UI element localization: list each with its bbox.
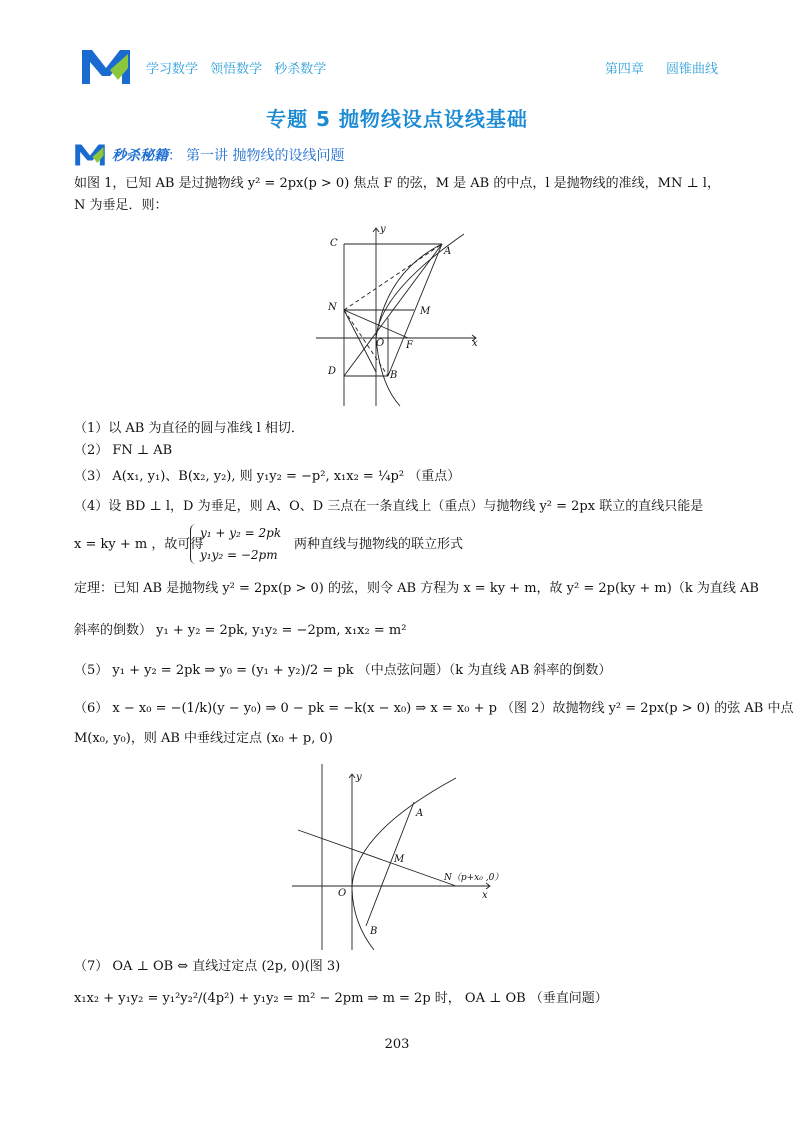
fig1-label-n: N [328,302,337,313]
item-6-line-1: （6） x − x₀ = −(1/k)(y − y₀) ⇒ 0 − pk = −k(x − x₀) ⇒ x = x₀ + p （图 2）故抛物线 y² = 2px(p > 0) 的弦 AB 中点 [74,701,794,716]
fig2-label-a: A [416,808,424,819]
lecture-title: 第一讲 抛物线的设线问题 [186,148,345,164]
fig2-label-n: N（p+x₀ ,0） [444,873,504,883]
page-title: 专题 5 抛物线设点设线基础 [266,107,528,131]
item-1: （1）以 AB 为直径的圆与准线 l 相切． [74,421,304,436]
fig1-label-y: y [380,224,386,235]
header-chapter [587,58,718,77]
fig2-label-o: O [338,888,347,899]
item-5: （5） y₁ + y₂ = 2pk ⇒ y₀ = (y₁ + y₂)/2 = pk （中点弦问题）（k 为直线 AB 斜率的倒数） [74,663,612,678]
item-4-line-2-prefix: x = ky + m ，故可得 [74,537,204,552]
item-7-derivation: x₁x₂ + y₁y₂ = y₁²y₂²/(4p²) + y₁y₂ = m² − 2pm ⇒ m = 2p 时， OA ⊥ OB （垂直问题） [74,991,608,1006]
chapter-number: 第四章 [604,62,644,77]
fig2-label-x: x [482,890,488,901]
item-3: （3） A(x₁, y₁)、B(x₂, y₂), 则 y₁y₂ = −p², x₁x₂ = ¼p² （重点） [74,469,461,484]
item-4-line-1: （4）设 BD ⊥ l，D 为垂足，则 A、O、D 三点在一条直线上（重点）与抛物线 y² = 2px 联立的直线只能是 [74,499,704,514]
fig1-label-x: x [472,338,478,349]
fig2-label-b: B [370,926,378,937]
item-6-line-2: M(x₀, y₀)，则 AB 中垂线过定点 (x₀ + p, 0) [74,731,333,746]
page-header [0,0,794,100]
fig2-label-m: M [394,854,405,865]
section-colon: ： [168,148,182,164]
chapter-title: 圆锥曲线 [665,62,718,77]
theorem-line-2: 斜率的倒数） y₁ + y₂ = 2pk, y₁y₂ = −2pm, x₁x₂ = m² [74,623,407,638]
item-7: （7） OA ⊥ OB ⇔ 直线过定点 (2p, 0)(图 3) [74,959,341,974]
fig1-label-c: C [330,238,338,249]
fig1-label-o: O [376,338,385,349]
fig1-label-m: M [420,306,431,317]
chord-ab [366,802,414,926]
fig1-label-a: A [444,246,452,257]
intro-line-1: 如图 1，已知 AB 是过抛物线 y² = 2px(p > 0) 焦点 F 的弦，M 是 AB 的中点，l 是抛物线的准线，MN ⊥ l， [74,176,720,191]
item-4-line-2-suffix: 两种直线与抛物线的联立形式 [294,537,464,552]
fig2-label-y: y [356,772,362,783]
fig1-label-d: D [328,366,337,377]
theorem-line-1: 定理：已知 AB 是抛物线 y² = 2px(p > 0) 的弦，则令 AB 方程为 x = ky + m，故 y² = 2p(ky + m)（k 为直线 AB [74,581,759,596]
figure-2 [290,762,510,952]
system-eq-1: y₁ + y₂ = 2pk [200,526,282,540]
system-eq-2: y₁y₂ = −2pm [200,548,278,562]
item-2: （2） FN ⊥ AB [74,443,173,458]
page-number: 203 [384,1037,410,1052]
brand-logo-icon [80,48,132,86]
fig1-label-b: B [390,370,398,381]
section-heading [74,143,344,167]
section-logo-icon [74,143,106,167]
header-slogan: 学习数学 领悟数学 秒杀数学 [146,62,327,77]
intro-line-2: N 为垂足．则： [74,198,168,213]
section-label: 秒杀秘籍 [112,148,168,164]
figure-1 [310,222,490,408]
fig1-label-f: F [406,340,413,351]
